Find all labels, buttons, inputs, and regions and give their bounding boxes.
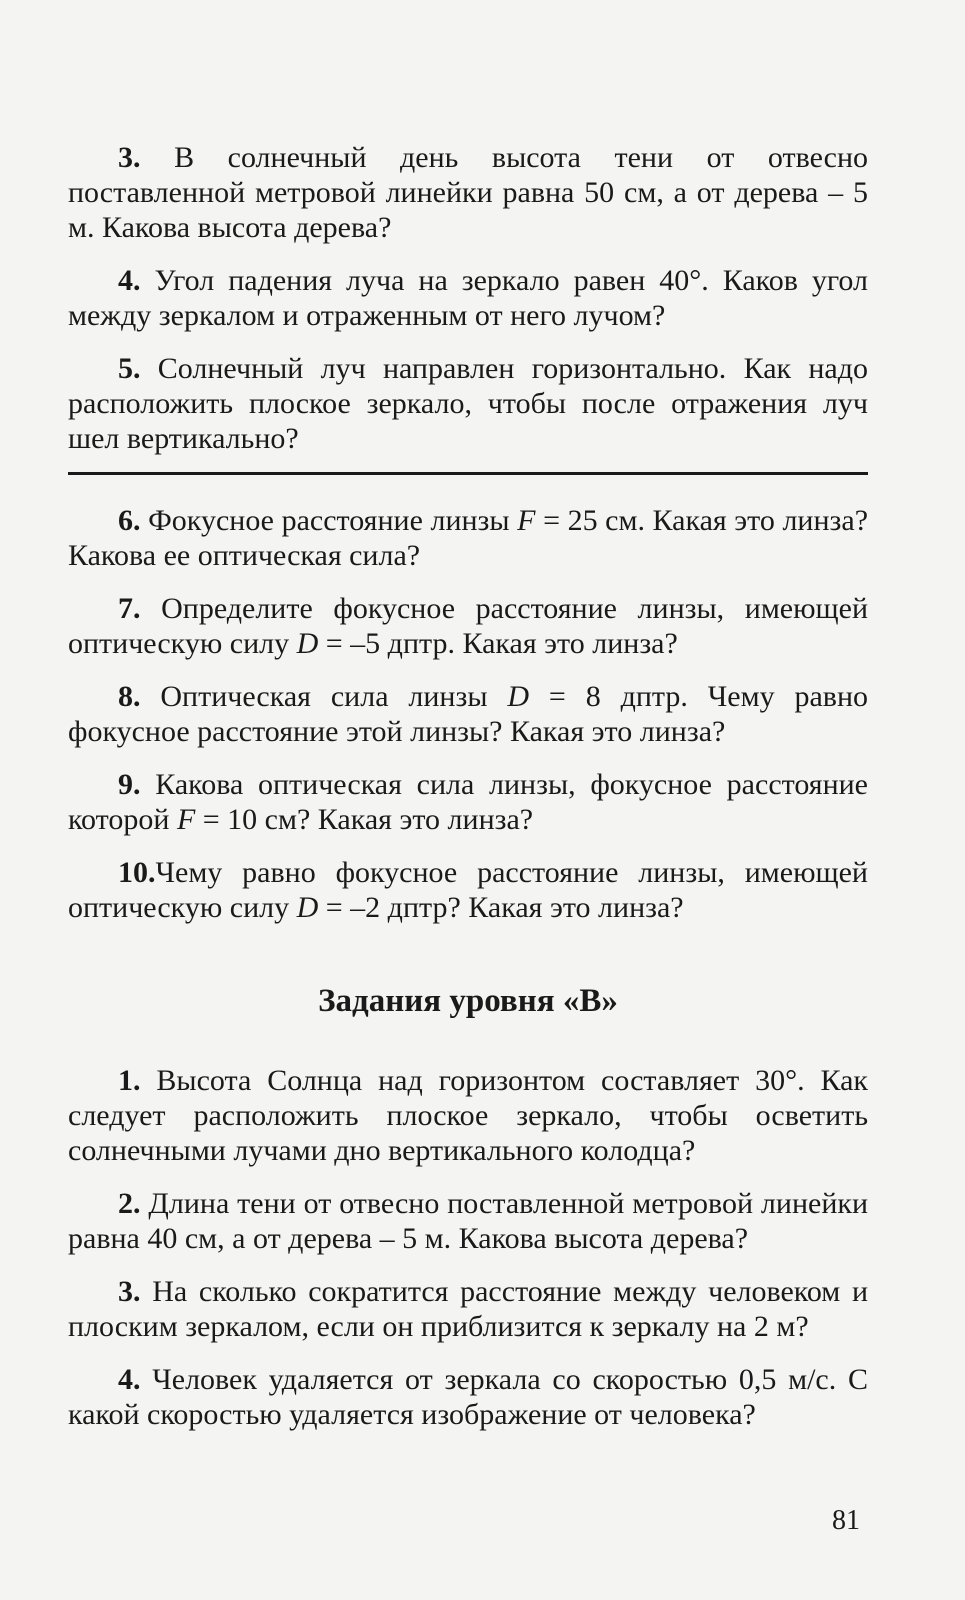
task-a-5: [68, 351, 868, 456]
task-text-post: = 10 см? Какая это линза?: [195, 803, 534, 836]
task-text-post: = 25 см. Какая это линза? Какова ее оптическая сила?: [68, 504, 869, 572]
task-text-pre: Фокусное расстояние линзы: [148, 504, 518, 537]
task-a-8: [68, 679, 868, 749]
task-a-10: [68, 855, 868, 925]
task-a-7: [68, 591, 868, 661]
task-b-3: [68, 1274, 868, 1344]
task-number: 1.: [118, 1064, 141, 1097]
task-a-3: [68, 140, 868, 245]
task-a-9: [68, 767, 868, 837]
task-text-post: = 8 дптр. Чему равно фокусное расстояние этой линзы? Какая это линза?: [68, 680, 869, 748]
task-text: Высота Солнца над горизонтом составляет 30°. Как следует расположить плоское зеркало, чтобы осветить солнечными лучами дно вертикального колодца?: [68, 1064, 869, 1167]
task-b-1: [68, 1063, 868, 1168]
task-variable: D: [296, 627, 319, 660]
task-variable: D: [296, 891, 319, 924]
task-b-4: [68, 1362, 868, 1432]
task-text: Длина тени от отвесно поставленной метровой линейки равна 40 см, а от дерева – 5 м. Какова высота дерева?: [68, 1187, 869, 1255]
task-variable: F: [176, 803, 196, 836]
task-text: В солнечный день высота тени от отвесно поставленной метровой линейки равна 50 см, а от дерева – 5 м. Какова высота дерева?: [68, 141, 868, 244]
task-number: 8.: [118, 680, 141, 713]
task-a-6: [68, 503, 868, 573]
task-number: 9.: [118, 768, 141, 801]
page-number: 81: [832, 1505, 860, 1536]
task-number: 7.: [118, 592, 141, 625]
task-text: Солнечный луч направлен горизонтально. Как надо расположить плоское зеркало, чтобы после отражения луч шел вертикально?: [68, 352, 868, 455]
task-text-pre: Оптическая сила линзы: [160, 680, 508, 713]
task-variable: F: [517, 504, 536, 537]
task-number: 4.: [118, 264, 141, 297]
task-number: 2.: [118, 1187, 141, 1220]
task-text-pre: Чему равно фокусное расстояние линзы, имеющей оптическую силу: [68, 856, 868, 924]
task-number: 10.: [118, 856, 156, 889]
task-number: 5.: [118, 352, 141, 385]
section-divider: [68, 472, 868, 475]
task-a-4: [68, 263, 868, 333]
task-number: 3.: [118, 1275, 141, 1308]
task-variable: D: [507, 680, 530, 713]
task-text-pre: Какова оптическая сила линзы, фокусное расстояние которой: [68, 768, 868, 836]
page-content: [68, 140, 868, 1432]
task-text: На сколько сократится расстояние между человеком и плоским зеркалом, если он приблизится к зеркалу на 2 м?: [68, 1275, 868, 1343]
task-number: 6.: [118, 504, 141, 537]
task-number: 4.: [118, 1363, 141, 1396]
task-number: 3.: [118, 141, 141, 174]
task-text: Угол падения луча на зеркало равен 40°. Каков угол между зеркалом и отраженным от него лучом?: [68, 264, 868, 332]
task-text-pre: Определите фокусное расстояние линзы, имеющей оптическую силу: [68, 592, 868, 660]
task-text: Человек удаляется от зеркала со скоростью 0,5 м/с. С какой скоростью удаляется изображение от человека?: [68, 1363, 868, 1431]
task-text-post: = –2 дптр? Какая это линза?: [318, 891, 684, 924]
task-b-2: [68, 1186, 868, 1256]
task-text-post: = –5 дптр. Какая это линза?: [318, 627, 678, 660]
section-heading: Задания уровня «В»: [318, 983, 618, 1019]
